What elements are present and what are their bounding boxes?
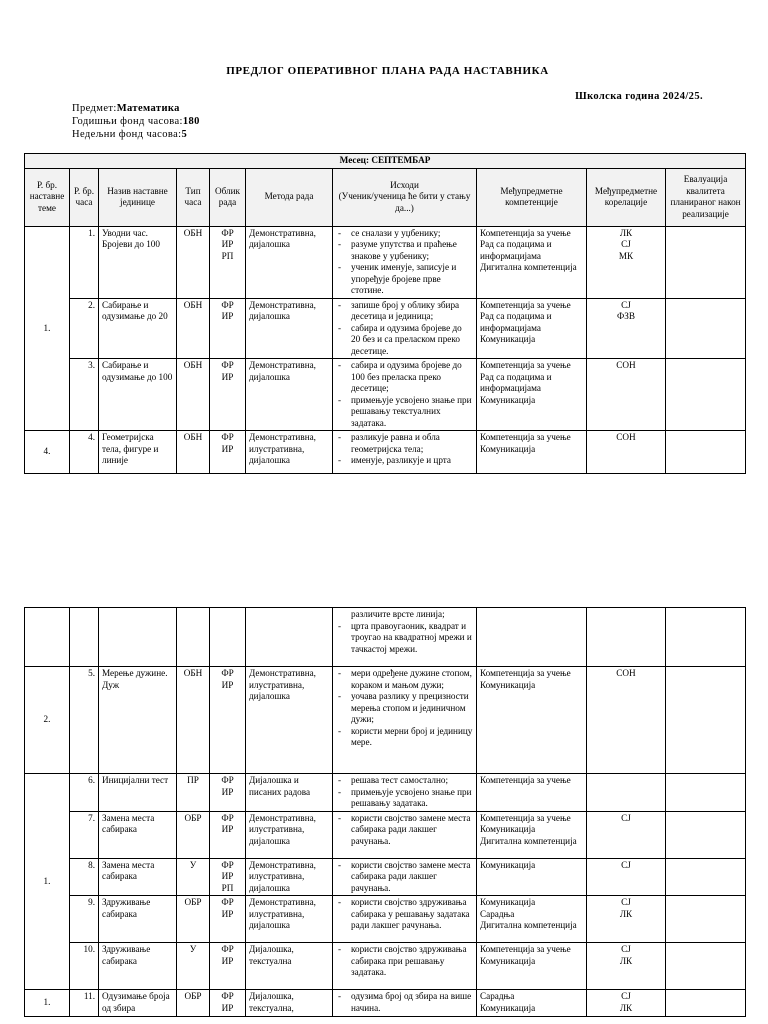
evaluation-cell xyxy=(666,990,746,1017)
outcome-item: - сабира и одузима бројеве до 100 без преласка преко десетице; xyxy=(336,360,473,395)
lesson-number-cell: 5. xyxy=(70,667,99,774)
header-work-method: Метода рада xyxy=(246,168,333,226)
plan-row xyxy=(25,811,746,858)
lesson-number-cell: 2. xyxy=(70,298,99,359)
work-method-cell: Дијалошка и писаних радова xyxy=(246,774,333,812)
competences-cell: Сарадња Комуникација xyxy=(477,990,587,1017)
outcomes-list xyxy=(336,991,473,1014)
work-method-cell: Демонстративна, дијалошка xyxy=(246,359,333,431)
work-form-cell xyxy=(210,608,246,667)
lesson-name-cell: Мерење дужине. Дуж xyxy=(99,667,177,774)
competences-cell: Компетенција за учење Рад са подацима и информацијама Комуникација xyxy=(477,298,587,359)
correlations-cell: СЈ ЛК xyxy=(587,896,666,943)
work-form-cell: ФР ИР xyxy=(210,431,246,474)
outcome-item: - именује, разликује и црта xyxy=(336,455,473,467)
theme-number-cell: 1. xyxy=(25,226,70,431)
work-method-cell: Демонстративна, илустративна, дијалошка xyxy=(246,896,333,943)
lesson-type-cell: ОБР xyxy=(177,896,210,943)
outcomes-list xyxy=(336,668,473,749)
lesson-type-cell: ОБР xyxy=(177,811,210,858)
work-method-cell: Демонстративна, илустративна, дијалошка xyxy=(246,811,333,858)
plan-table-page-2 xyxy=(24,607,746,1017)
annual-line xyxy=(72,115,200,128)
work-method-cell xyxy=(246,608,333,667)
competences-cell: Компетенција за учење Комуникација xyxy=(477,943,587,990)
outcome-item: - разуме упутства и праћење знакове у уџбенику; xyxy=(336,239,473,262)
header-evaluation: Евалуација квалитета планираног након реализације xyxy=(666,168,746,226)
lesson-name-cell: Иницијални тест xyxy=(99,774,177,812)
work-form-cell: ФР ИР РП xyxy=(210,226,246,298)
lesson-name-cell: Сабирање и одузимање до 100 xyxy=(99,359,177,431)
lesson-name-cell: Здруживање сабирака xyxy=(99,896,177,943)
outcomes-cell xyxy=(333,431,477,474)
plan-table-body-2 xyxy=(25,608,746,1017)
work-form-cell: ФР ИР xyxy=(210,943,246,990)
evaluation-cell xyxy=(666,943,746,990)
outcomes-list xyxy=(336,813,473,848)
lesson-type-cell: ОБН xyxy=(177,298,210,359)
evaluation-cell xyxy=(666,811,746,858)
evaluation-cell xyxy=(666,667,746,774)
outcome-item: - користи мерни број и јединицу мере. xyxy=(336,726,473,749)
outcome-item: - примењује усвојено знање при решавању текстуалних задатака. xyxy=(336,395,473,430)
outcomes-cell xyxy=(333,667,477,774)
correlations-cell: СОН xyxy=(587,667,666,774)
outcomes-list xyxy=(336,621,473,656)
evaluation-cell xyxy=(666,226,746,298)
outcomes-cell xyxy=(333,943,477,990)
annual-value: 180 xyxy=(182,116,200,127)
work-method-cell: Демонстративна, илустративна, дијалошка xyxy=(246,858,333,896)
header-lesson-type: Тип часа xyxy=(177,168,210,226)
lesson-type-cell: У xyxy=(177,858,210,896)
correlations-cell: СЈ xyxy=(587,858,666,896)
lesson-type-cell: ОБН xyxy=(177,359,210,431)
lesson-name-cell: Сабирање и одузимање до 20 xyxy=(99,298,177,359)
outcomes-cell xyxy=(333,359,477,431)
lesson-name-cell: Геометријска тела, фигуре и линије xyxy=(99,431,177,474)
lesson-number-cell: 10. xyxy=(70,943,99,990)
outcome-item: - сабира и одузима бројеве до 20 без и са преласком преко десетице. xyxy=(336,323,473,358)
header-lesson-number: Р. бр. часа xyxy=(70,168,99,226)
outcomes-list xyxy=(336,228,473,297)
plan-row xyxy=(25,226,746,298)
weekly-label: Недељни фонд часова: xyxy=(72,129,182,140)
work-form-cell: ФР ИР xyxy=(210,359,246,431)
lesson-number-cell xyxy=(70,608,99,667)
school-year: Школска година 2024/25. xyxy=(575,91,703,102)
theme-number-cell: 1. xyxy=(25,990,70,1017)
outcome-item: - уочава разлику у прецизности мерења стопом и јединичном дужи; xyxy=(336,691,473,726)
lesson-number-cell: 8. xyxy=(70,858,99,896)
competences-cell: Компетенција за учење Комуникација Дигитална компетенција xyxy=(477,811,587,858)
outcome-item: - разликује равна и обла геометријска тела; xyxy=(336,432,473,455)
plan-row xyxy=(25,896,746,943)
theme-number-cell xyxy=(25,608,70,667)
lesson-name-cell: Замена места сабирака xyxy=(99,858,177,896)
competences-cell: Комуникација xyxy=(477,858,587,896)
lesson-type-cell: ОБН xyxy=(177,226,210,298)
lesson-type-cell: ОБР xyxy=(177,990,210,1017)
competences-cell xyxy=(477,608,587,667)
outcome-item: - запише број у облику збира десетица и јединица; xyxy=(336,300,473,323)
correlations-cell: ЛК СЈ МК xyxy=(587,226,666,298)
lesson-name-cell: Уводни час. Бројеви до 100 xyxy=(99,226,177,298)
correlations-cell: СОН xyxy=(587,359,666,431)
outcomes-list xyxy=(336,775,473,810)
plan-row xyxy=(25,608,746,667)
plan-row xyxy=(25,858,746,896)
evaluation-cell xyxy=(666,359,746,431)
header-competences: Међупредметне компетенције xyxy=(477,168,587,226)
plan-row xyxy=(25,990,746,1017)
lesson-type-cell: ОБН xyxy=(177,431,210,474)
plan-row xyxy=(25,667,746,774)
lesson-name-cell: Одузимање броја од збира xyxy=(99,990,177,1017)
outcomes-list xyxy=(336,432,473,467)
plan-table-page-1 xyxy=(24,153,746,474)
correlations-cell: СЈ ФЗВ xyxy=(587,298,666,359)
outcomes-list xyxy=(336,944,473,979)
outcome-item: - користи својство здруживања сабирака при решавању задатака. xyxy=(336,944,473,979)
correlations-cell: СОН xyxy=(587,431,666,474)
header-work-form: Облик рада xyxy=(210,168,246,226)
column-headers xyxy=(25,168,746,226)
correlations-cell: СЈ ЛК xyxy=(587,943,666,990)
outcomes-cell xyxy=(333,226,477,298)
outcome-item: - ученик именује, записује и упоређује бројеве прве стотине. xyxy=(336,262,473,297)
work-method-cell: Демонстративна, дијалошка xyxy=(246,226,333,298)
work-form-cell: ФР ИР xyxy=(210,774,246,812)
outcomes-list xyxy=(336,897,473,932)
month-header: Месец: СЕПТЕМБАР xyxy=(25,154,746,169)
evaluation-cell xyxy=(666,431,746,474)
lesson-name-cell: Здруживање сабирака xyxy=(99,943,177,990)
competences-cell: Компетенција за учење Комуникација xyxy=(477,431,587,474)
header-outcomes: Исходи (Ученик/ученица ће бити у стању да...) xyxy=(333,168,477,226)
outcomes-cell xyxy=(333,896,477,943)
header-theme-number: Р. бр. наставне теме xyxy=(25,168,70,226)
subject-label: Предмет: xyxy=(72,103,117,114)
document-title: ПРЕДЛОГ ОПЕРАТИВНОГ ПЛАНА РАДА НАСТАВНИКА xyxy=(226,65,549,77)
work-form-cell: ФР ИР xyxy=(210,811,246,858)
lesson-type-cell: ОБН xyxy=(177,667,210,774)
competences-cell: Комуникација Сарадња Дигитална компетенција xyxy=(477,896,587,943)
plan-meta xyxy=(72,102,200,141)
header-correlations: Међупредметне корелације xyxy=(587,168,666,226)
work-form-cell: ФР ИР xyxy=(210,667,246,774)
header-lesson-name: Назив наставне јединице xyxy=(99,168,177,226)
evaluation-cell xyxy=(666,858,746,896)
outcome-item: - црта правоугаоник, квадрат и троугао на квадратној мрежи и тачкастој мрежи. xyxy=(336,621,473,656)
outcome-continuation: различите врсте линија; xyxy=(351,609,445,619)
outcome-item: - примењује усвојено знање при решавању задатака. xyxy=(336,787,473,810)
lesson-number-cell: 1. xyxy=(70,226,99,298)
plan-row xyxy=(25,943,746,990)
outcome-item: - користи својство замене места сабирака ради лакшег рачунања. xyxy=(336,860,473,895)
outcomes-cell xyxy=(333,608,477,667)
competences-cell: Компетенција за учење xyxy=(477,774,587,812)
outcome-item: - одузима број од збира на више начина. xyxy=(336,991,473,1014)
theme-number-cell: 2. xyxy=(25,667,70,774)
correlations-cell xyxy=(587,608,666,667)
work-form-cell: ФР ИР xyxy=(210,896,246,943)
competences-cell: Компетенција за учење Комуникација xyxy=(477,667,587,774)
weekly-value: 5 xyxy=(181,129,188,140)
lesson-name-cell: Замена места сабирака xyxy=(99,811,177,858)
outcomes-list xyxy=(336,300,473,358)
competences-cell: Компетенција за учење Рад са подацима и информацијама Дигитална компетенција xyxy=(477,226,587,298)
outcomes-cell xyxy=(333,990,477,1017)
lesson-number-cell: 4. xyxy=(70,431,99,474)
lesson-type-cell: ПР xyxy=(177,774,210,812)
lesson-number-cell: 7. xyxy=(70,811,99,858)
work-method-cell: Дијалошка, текстуална xyxy=(246,943,333,990)
subject-value: Математика xyxy=(116,103,180,114)
correlations-cell xyxy=(587,774,666,812)
correlations-cell: СЈ xyxy=(587,811,666,858)
competences-cell: Компетенција за учење Рад са подацима и информацијама Комуникација xyxy=(477,359,587,431)
weekly-line xyxy=(72,128,200,141)
evaluation-cell xyxy=(666,608,746,667)
theme-number-cell: 1. xyxy=(25,774,70,990)
work-form-cell: ФР ИР xyxy=(210,298,246,359)
lesson-number-cell: 6. xyxy=(70,774,99,812)
lesson-number-cell: 9. xyxy=(70,896,99,943)
plan-row xyxy=(25,359,746,431)
outcomes-list xyxy=(336,860,473,895)
outcome-item: - мери одређене дужине стопом, кораком и мањом дужи; xyxy=(336,668,473,691)
work-form-cell: ФР ИР РП xyxy=(210,858,246,896)
plan-table-body-1 xyxy=(25,226,746,474)
outcomes-cell xyxy=(333,774,477,812)
lesson-type-cell xyxy=(177,608,210,667)
work-method-cell: Дијалошка, текстуална, xyxy=(246,990,333,1017)
outcome-item: - користи својство замене места сабирака ради лакшег рачунања. xyxy=(336,813,473,848)
outcome-item: - користи својство здруживања сабирака у решавању задатака ради лакшег рачунања. xyxy=(336,897,473,932)
lesson-type-cell: У xyxy=(177,943,210,990)
work-method-cell: Демонстративна, илустративна, дијалошка xyxy=(246,667,333,774)
lesson-number-cell: 3. xyxy=(70,359,99,431)
evaluation-cell xyxy=(666,298,746,359)
work-method-cell: Демонстративна, дијалошка xyxy=(246,298,333,359)
theme-number-cell: 4. xyxy=(25,431,70,474)
outcomes-cell xyxy=(333,298,477,359)
outcomes-cell xyxy=(333,811,477,858)
evaluation-cell xyxy=(666,774,746,812)
lesson-number-cell: 11. xyxy=(70,990,99,1017)
outcome-item: - решава тест самостално; xyxy=(336,775,473,787)
subject-line xyxy=(72,102,200,115)
outcome-item: - се сналази у уџбенику; xyxy=(336,228,473,240)
plan-row xyxy=(25,431,746,474)
plan-row xyxy=(25,774,746,812)
plan-row xyxy=(25,298,746,359)
lesson-name-cell xyxy=(99,608,177,667)
correlations-cell: СЈ ЛК xyxy=(587,990,666,1017)
annual-label: Годишњи фонд часова: xyxy=(72,116,183,127)
outcomes-cell xyxy=(333,858,477,896)
evaluation-cell xyxy=(666,896,746,943)
work-form-cell: ФР ИР xyxy=(210,990,246,1017)
outcomes-list xyxy=(336,360,473,429)
work-method-cell: Демонстративна, илустративна, дијалошка xyxy=(246,431,333,474)
